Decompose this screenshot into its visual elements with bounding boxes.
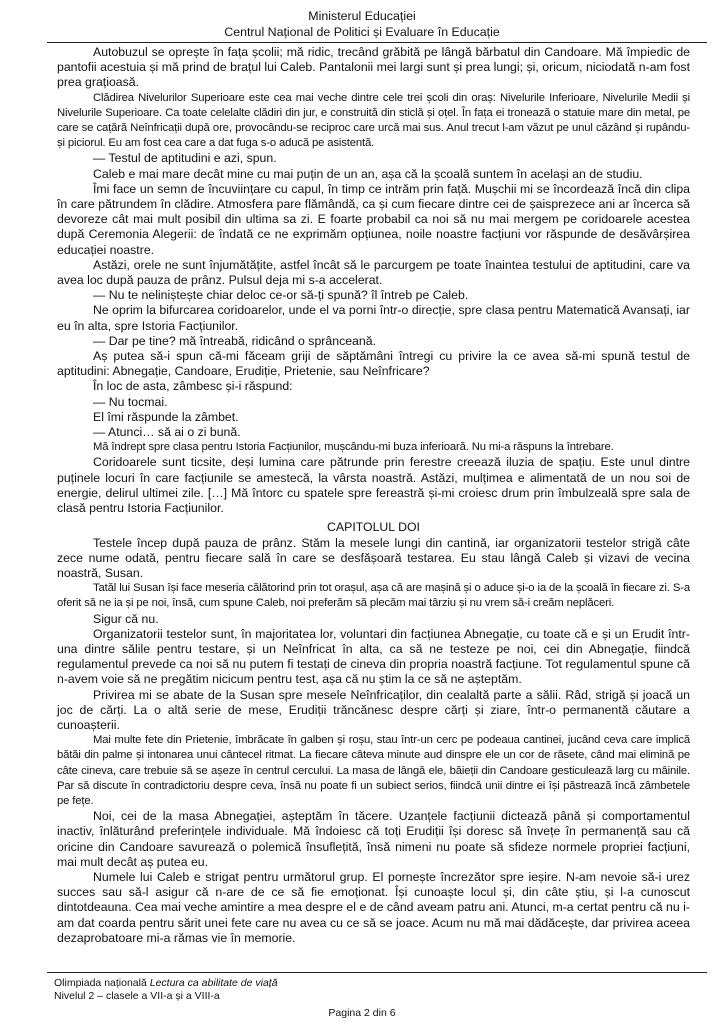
olympiad-prefix: Olimpiada națională [54,977,150,989]
page-footer [54,977,278,1003]
ministry-name: Ministerul Educației [308,9,416,23]
paragraph: Privirea mi se abate de la Susan spre mesele Neînfricaților, din cealaltă parte a sălii. Râd, strigă și joacă un joc de cărți. La o altă serie de mese, Erudiții trăncănesc despre cărți și ziare, într-o permanentă căutare a cunoașterii. [57,687,690,732]
center-name: Centrul Național de Politici și Evaluare în Educație [224,25,500,39]
paragraph: — Nu te neliniștește chiar deloc ce-or să-ți spună? îl întreb pe Caleb. [93,288,469,303]
olympiad-line [54,977,278,990]
paragraph: Mă îndrept spre clasa pentru Istoria Facțiunilor, mușcându-mi buza inferioară. Nu mi-a răspuns la întrebare. [93,441,614,454]
paragraph: Tatăl lui Susan își face meseria călătorind prin tot orașul, așa că are mașină și o aduce și-o ia de la școală în fiecare zi. S-a oferit să ne ia și pe noi, însă, cum spune Caleb, noi preferăm să plecăm mai târziu și nu vrem să-i creăm neplăceri. [57,582,690,610]
paragraph: Sigur că nu. [93,611,159,626]
paragraph: Autobuzul se oprește în fața școlii; mă ridic, trecând grăbită pe lângă bărbatul din Candoare. Mă împiedic de pantofii acestuia și mă prind de brațul lui Caleb. Pantalonii mei largi sunt și prea lungi; și, oricum, niciodată n-am fost prea grațioasă. [57,45,690,90]
paragraph: Organizatorii testelor sunt, în majoritatea lor, voluntari din facțiunea Abnegație, cu toate că e și un Erudit într-una dintre sălile pentru testare, și un Neînfricat în alta, ca să ne testeze pe noi, cei din Abnegație, fiindcă regulamentul prevede ca noi să nu putem fi testați de cineva din propria noastră facțiune. Tot regulamentul spune că n-avem voie să ne pregătim nicicum pentru test, așa că nu știm la ce să ne așteptăm. [57,626,690,687]
header-divider [47,42,707,43]
page-header [0,8,724,40]
paragraph: Caleb e mai mare decât mine cu mai puțin de un an, așa că la școală suntem în același an de studiu. [93,166,643,181]
paragraph: Clădirea Nivelurilor Superioare este cea mai veche dintre cele trei școli din oraș: Nivelurile Inferioare, Nivelurile Medii și Nivelurile Superioare. Ca toate celelalte clădiri din jur, e construită din sticlă și oțel. În fața ei tronează o statuie mare din metal, pe care se cațără Neînfricații după ore, provocându-se reciproc care urcă mai sus. Anul trecut l-am văzut pe unul căzând și rupându-și piciorul. Eu am fost cea care a dat fuga s-o aducă pe asistentă. [57,91,690,150]
olympiad-name: Lectura ca abilitate de viață [149,977,278,989]
paragraph: — Nu tocmai. [93,394,168,409]
paragraph: Testele încep după pauza de prânz. Stăm la mesele lungi din cantină, iar organizatorii testelor strigă câte zece nume odată, pentru fiecare sală în care se desfășoară testarea. Eu stau lângă Caleb și vizavi de vecina noastră, Susan. [57,535,690,580]
chapter-title: CAPITOLUL DOI [327,520,420,535]
paragraph: Noi, cei de la masa Abnegației, așteptăm în tăcere. Uzanțele facțiunii dictează până și comportamentul inactiv, înlăturând preferințele individuale. Mă îndoiesc că toți Erudiții își doresc să învețe în permanență sau că oricine din Candoare savurează o polemică însuflețită, însă nimeni nu poate să sfideze normele propriei facțiuni, mai mult decât aș putea eu. [57,809,690,869]
paragraph: Mai multe fete din Prietenie, îmbrăcate în galben și roșu, stau într-un cerc pe podeaua cantinei, jucând ceva care implică bătăi din palme și intonarea unui cântecel ritmat. La fiecare câteva minute aud dinspre ele un cor de râsete, când mai elimină pe câte cineva, care trebuie să se așeze în centrul cercului. La masa de lângă ele, băieții din Candoare gesticulează larg cu mâinile. Par să discute în contradictoriu despre ceva, însă nu poate fi un subiect serios, fiindcă unii dintre ei își păstrează încă zâmbetele pe fețe. [57,734,690,807]
level-line: Nivelul 2 – clasele a VII-a și a VIII-a [54,990,220,1002]
paragraph: Îmi face un semn de încuviințare cu capul, în timp ce intrăm prin față. Mușchii mi se încordează încă din clipa în care pătrundem în clădire. Atmosfera pare flămândă, ca și cum fiecare dintre cei de șaisprezece ani ar încerca să devoreze cât mai mult posibil din ultima sa zi. E foarte probabil ca noi să nu mai mergem pe coridoarele acestea după Ceremonia Alegerii: de îndată ce ne exprimăm opțiunea, noile noastre facțiuni vor răspunde de desăvârșirea educației noastre. [57,181,690,257]
paragraph: Numele lui Caleb e strigat pentru următorul grup. El pornește încrezător spre ieșire. N-am nevoie să-i urez succes sau să-l asigur că n-are de ce să fie emoționat. Își cunoaște locul și, din câte știu, și l-a cunoscut dintotdeauna. Cea mai veche amintire a mea despre el e de când aveam patru ani. Atunci, m-a certat pentru că nu i-am dat coarda pentru sărit unei fete care nu avea cu ce să se joace. Acum nu mă mai dădăcește, dar privirea aceea dezaprobatoare mi-a rămas vie în memorie. [57,869,690,945]
paragraph: El îmi răspunde la zâmbet. [93,409,239,424]
paragraph: Coridoarele sunt ticsite, deși lumina care pătrunde prin ferestre creează iluzia de spațiu. Este unul dintre puținele locuri în care facțiunile se amestecă, la vârsta noastră. Astăzi, mulțimea e alimentată de un nou soi de energie, delirul ultimei zile. […] Mă întorc cu spatele spre fereastră și-mi croiesc drum prin îmbulzeală spre sala de clasă pentru Istoria Facțiunilor. [57,455,690,516]
document-body [57,45,690,946]
paragraph: Astăzi, orele ne sunt înjumătățite, astfel încât să le parcurgem pe toate înaintea testului de aptitudini, care va avea loc după pauza de prânz. Pulsul deja mi s-a accelerat. [57,257,690,288]
paragraph: — Dar pe tine? mă întreabă, ridicând o sprânceană. [93,333,376,348]
paragraph: Aș putea să-i spun că-mi făceam griji de săptămâni întregi cu privire la ce avea să-mi spună testul de aptitudini: Abnegație, Candoare, Erudiție, Prietenie, sau Neînfricare? [57,349,690,379]
paragraph: În loc de asta, zâmbesc și-i răspund: [93,379,293,394]
paragraph: — Atunci… să ai o zi bună. [93,425,241,440]
paragraph: Ne oprim la bifurcarea coridoarelor, unde el va porni într-o direcție, spre clasa pentru Matematică Avansați, iar eu în alta, spre Istoria Facțiunilor. [57,303,690,333]
footer-divider [47,972,707,973]
paragraph: — Testul de aptitudini e azi, spun. [93,151,277,166]
page-number: Pagina 2 din 6 [328,1007,396,1019]
